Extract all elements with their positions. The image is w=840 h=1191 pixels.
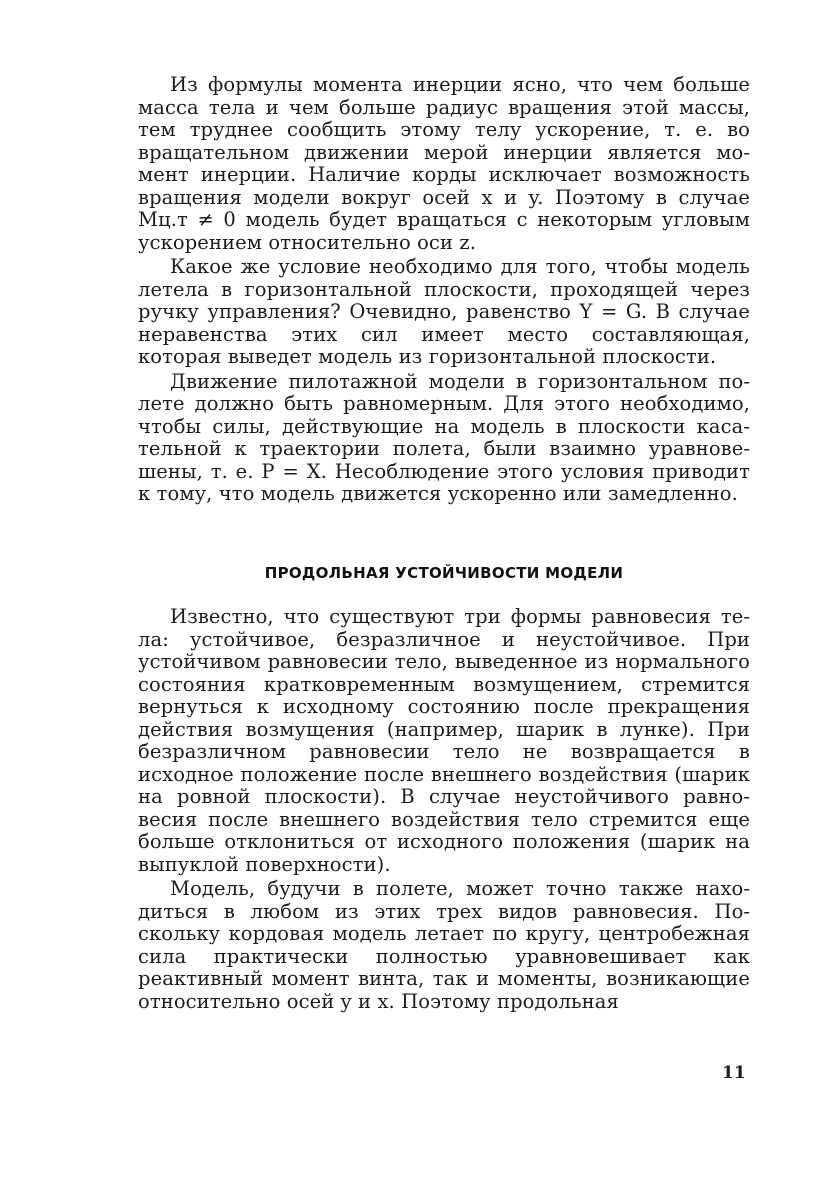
paragraph-model-equilibrium: Модель, будучи в полете, может точно также находиться в любом из этих трех видов равновесия. Поскольку кордовая модель летает по кругу, центробежная сила практически полностью уравновешивает как реактивный момент винта, так и моменты, возникающие относительно осей y и x. Поэтому продольная bbox=[138, 877, 750, 1013]
page-number: 11 bbox=[722, 1063, 746, 1083]
paragraph-uniform-motion: Движение пилотажной модели в горизонтальном полете должно быть равномерным. Для этого необходимо, чтобы силы, действующие на модель в плоскости касательной к траектории полета, были взаимно уравновешены, т. е. P = X. Несоблюдение этого условия приводит к тому, что модель движется ускоренно или замедленно. bbox=[138, 369, 750, 505]
paragraph-horizontal-flight-condition: Какое же условие необходимо для того, чтобы модель летела в горизонтальной плоскости, проходящей через ручку управления? Очевидно, равенство Y = G. В случае неравенства этих сил имеет место составляющая, которая выведет модель из горизонтальной плоскости. bbox=[138, 255, 750, 368]
paragraph-moment-of-inertia: Из формулы момента инерции ясно, что чем больше масса тела и чем больше радиус вращения этой массы, тем труднее сообщить этому телу ускорение, т. е. во вращательном движении мерой инерции является момент инерции. Наличие корды исключает возможность вращения модели вокруг осей x и y. Поэтому в случае Мц.т ≠ 0 модель будет вращаться с некоторым угловым ускорением относительно оси z. bbox=[138, 73, 750, 254]
section-heading: ПРОДОЛЬНАЯ УСТОЙЧИВОСТИ МОДЕЛИ bbox=[264, 563, 624, 582]
page-body bbox=[138, 74, 750, 1013]
paragraph-equilibrium-forms: Известно, что существуют три формы равновесия тела: устойчивое, безразличное и неустойчивое. При устойчивом равновесии тело, выведенное из нормального состояния кратковременным возмущением, стремится вернуться к исходному состоянию после прекращения действия возмущения (например, шарик в лунке). При безразличном равновесии тело не возвращается в исходное положение после внешнего воздействия (шарик на ровной плоскости). В случае неустойчивого равновесия после внешнего воздействия тело стремится еще больше отклониться от исходного положения (шарик на выпуклой поверхности). bbox=[138, 605, 750, 876]
